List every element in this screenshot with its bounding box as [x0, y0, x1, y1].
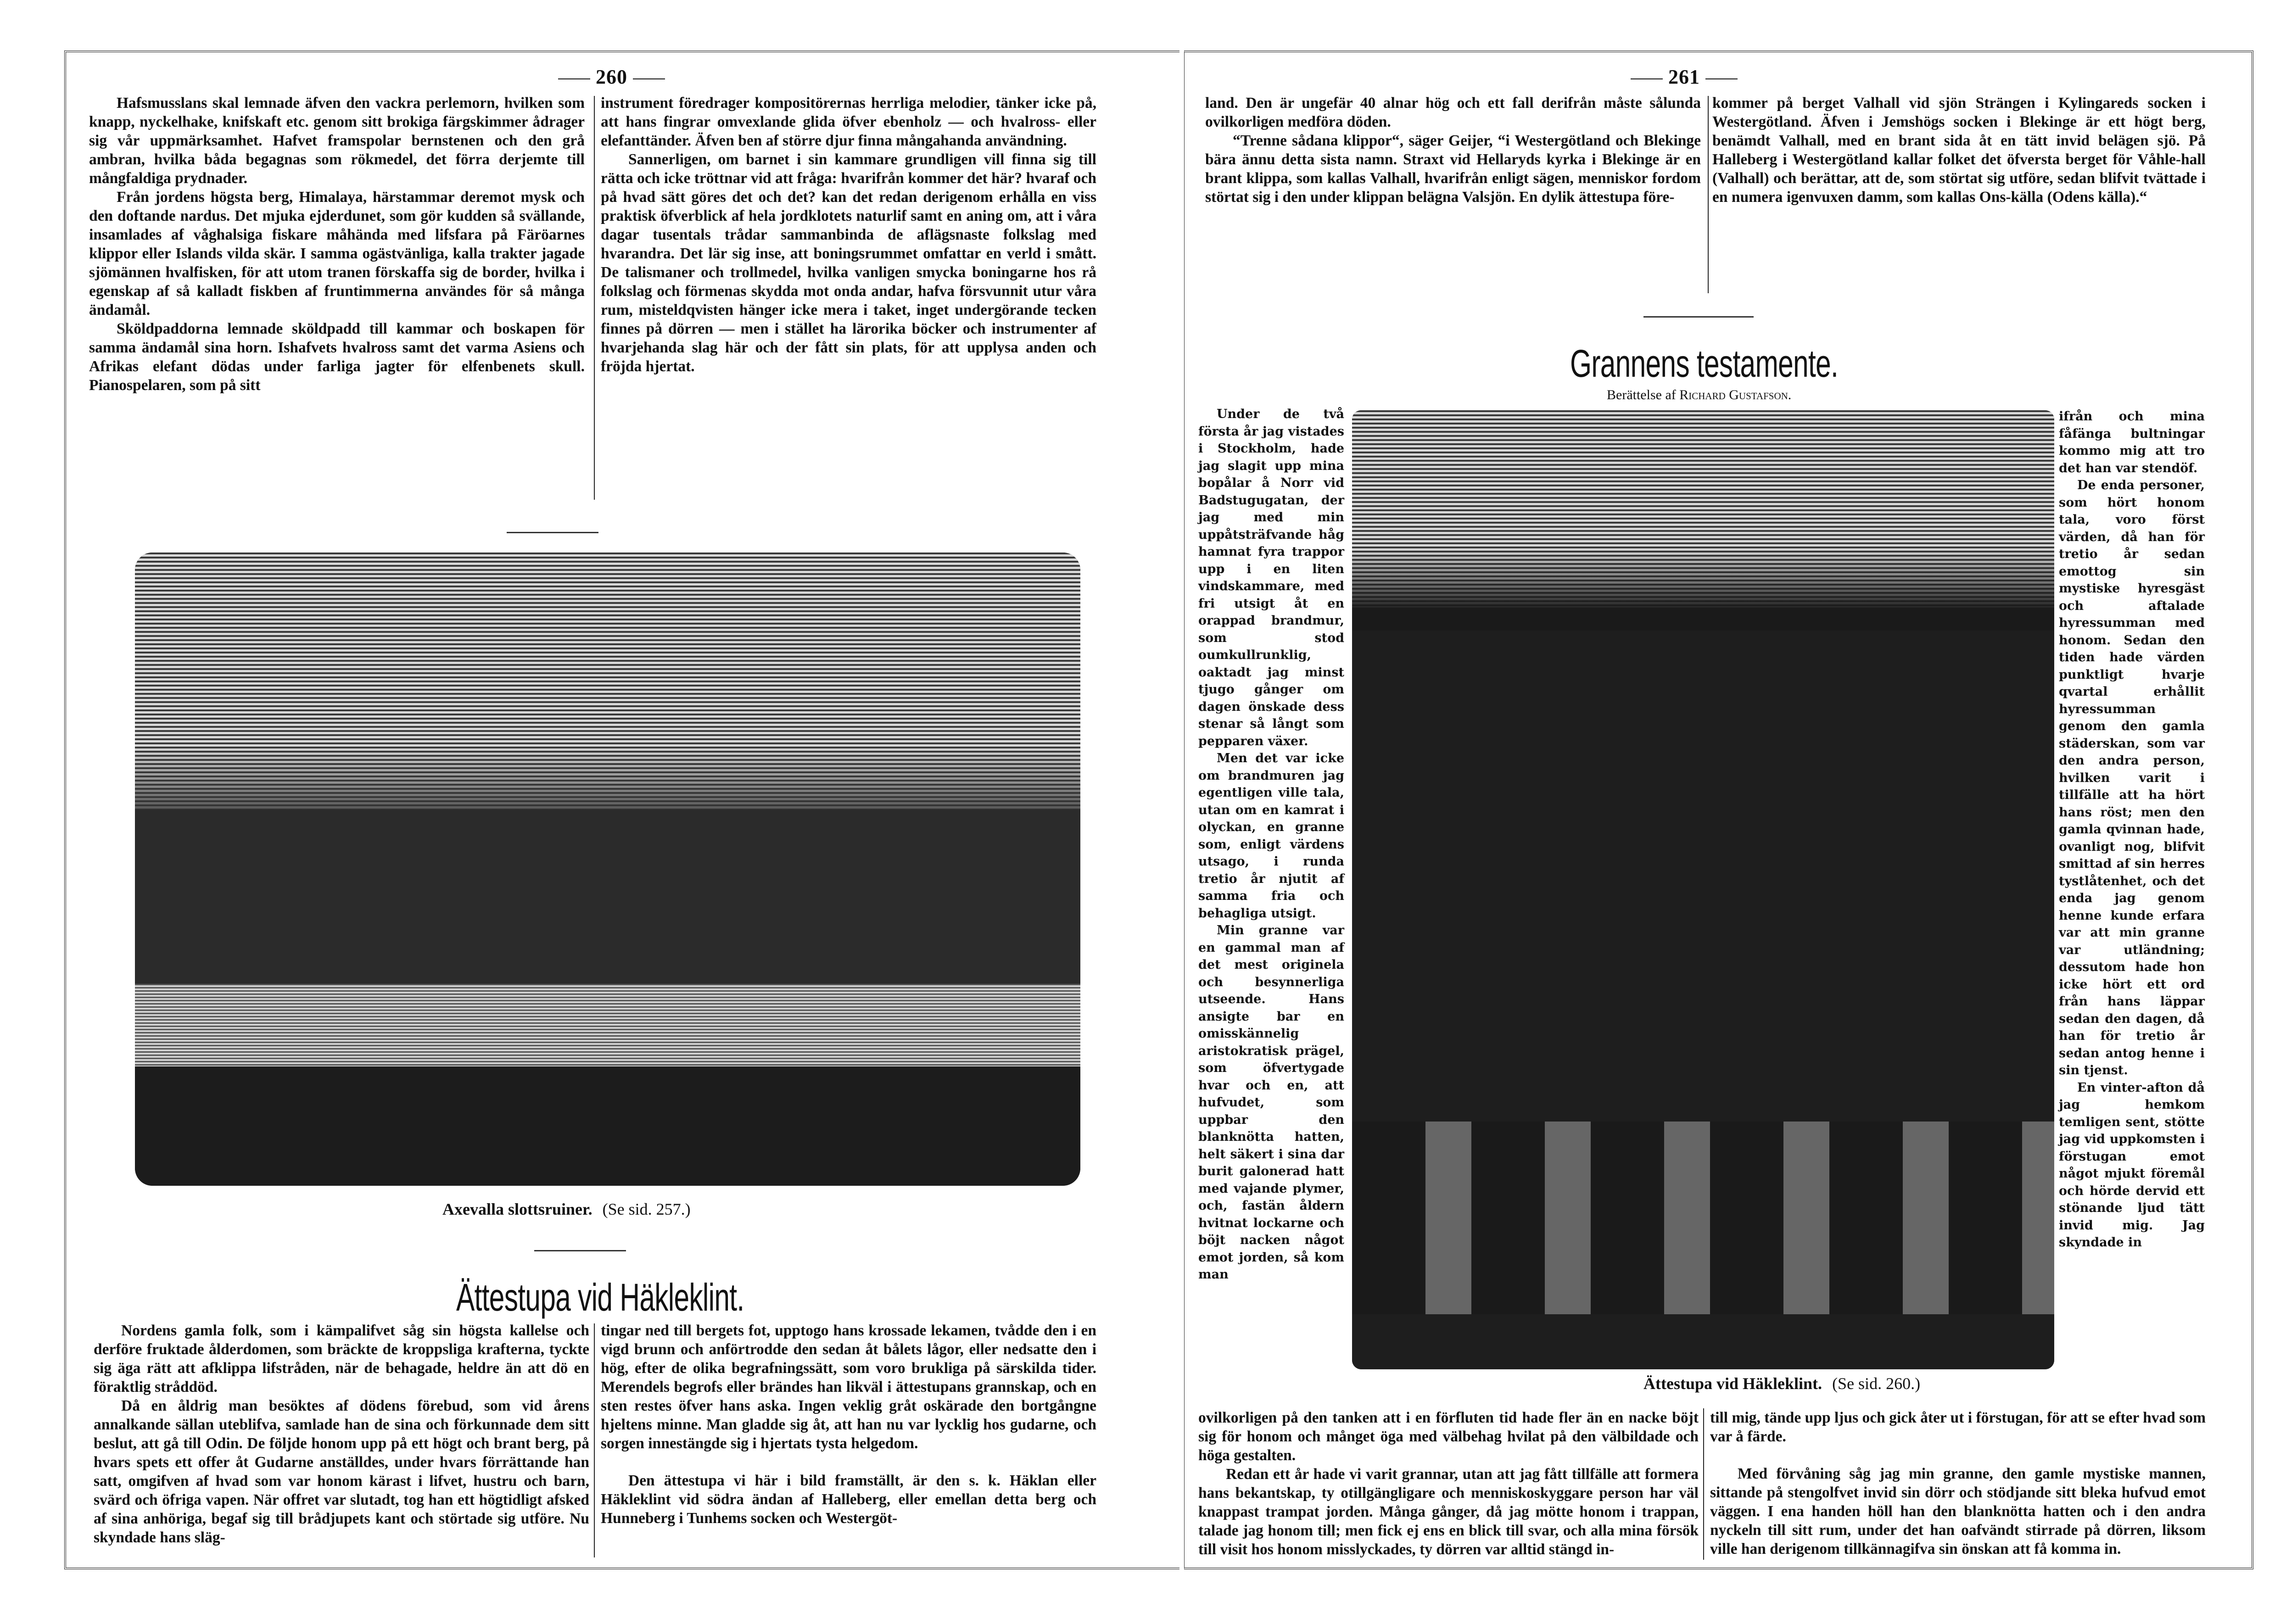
paragraph: Från jordens högsta berg, Himalaya, härstammar deremot mysk och den doftande nardus. Det mjuka ejderdunet, som gör kudden så svällande, insamlades af våghalsiga fiskare måhända med lifsfara på Färöarnes klippor eller Islands vilda skär. I samma ogästvänliga, kalla trakter jagade sjömännen hvalfisken, för att utom tranen förskaffa sig de border, hvilka i egenskap af så kalladt fiskben af fruntimmerna användes för så många ändamål.	[89, 189, 585, 318]
column-divider	[1703, 1408, 1704, 1560]
paragraph: ovilkorligen på den tanken att i en förfluten tid hade fler än en nacke böjt sig för honom och månget öga med välbehag hvilat på den välbildade och höga gestalten.	[1198, 1409, 1699, 1464]
paragraph: Nordens gamla folk, som i kämpalifvet såg sin högsta kallelse och derföre fruktade ålderdomen, som bräckte de kroppsliga krafterna, tyckte sig äga rätt att afklippa lifstråden, när de behagade, heldre än att dö en föraktlig stråddöd.	[94, 1322, 589, 1395]
bottom-column-2	[601, 1321, 1096, 1528]
castle-ruin-engraving	[135, 552, 1080, 1186]
top-column-1	[1205, 94, 1701, 206]
paragraph: Med förvåning såg jag min granne, den gamle mystiske mannen, sittande på stengolfvet invid sin dörr och stödjande sitt bleka hufvud emot väggen. I ena handen höll han den blanknötta hatten och i den andra nyckeln till sitt rum, under det han oafvändt stirrade på dörren, liksom ville han derigenom tillkännagifva sin önskan att få komma in.	[1710, 1465, 2206, 1557]
paragraph: Den ättestupa vi här i bild framställt, är den s. k. Häklan eller Häkleklint vid södra ändan af Halleberg, eller emellan detta berg och Hunneberg i Tunhems socken och Westergöt-	[601, 1472, 1096, 1527]
column-divider	[594, 1323, 595, 1557]
cliff-forest-engraving	[1352, 410, 2054, 1369]
bottom-column-1	[94, 1321, 589, 1547]
page-number: 261	[1625, 65, 1743, 89]
article-title: Ättestupa vid Häkleklint.	[456, 1276, 744, 1319]
section-divider	[507, 532, 598, 533]
narrow-column-left	[1198, 406, 1344, 1284]
column-divider	[594, 96, 595, 500]
bottom-column-1	[1198, 1408, 1699, 1559]
story-title: Grannens testamente.	[1570, 342, 1839, 385]
top-column-1	[89, 94, 585, 395]
column-divider	[1708, 96, 1709, 293]
illustration-caption: Ättestupa vid Häkleklint. (Se sid. 260.)	[1643, 1374, 1921, 1393]
paragraph: instrument föredrager kompositörernas herrliga melodier, tänker icke på, att hans fingrar omvexlande glida öfver ebenholz — och hvalross- eller elefanttänder. Äfven ben af större djur finna mångahanda användning.	[601, 95, 1096, 149]
section-divider	[1643, 316, 1754, 318]
page-261	[1184, 50, 2253, 1569]
paragraph: Men det var icke om brandmuren jag egentligen ville tala, utan om en kamrat i olyckan, en granne som, enligt värdens utsago, i runda tretio år njutit af samma fria och behagliga utsigt.	[1198, 751, 1344, 921]
paragraph: till mig, tände upp ljus och gick åter ut i förstugan, för att se efter hvad som var å färde.	[1710, 1409, 2206, 1445]
paragraph: “Trenne sådana klippor“, säger Geijer, “i Westergötland och Blekinge bära ännu detta sista namn. Straxt vid Hellaryds kyrka i Blekinge är en brant klippa, som kallas Valhall, hvarifrån enligt sägen, menniskor fordom störtat sig i den under klippan belägna Valsjön. En dylik ättestupa före-	[1205, 132, 1701, 206]
paragraph: Sköldpaddorna lemnade sköldpadd till kammar och boskapen för samma ändamål sina horn. Ishafvets hvalross samt det varma Asiens och Afrikas elefant dödas under farliga jagter för elfenbenets skull. Pianospelaren, som på sitt	[89, 320, 585, 394]
paragraph: De enda personer, som hört honom tala, voro först värden, då han för tretio år sedan emottog sin mystiske hyresgäst och aftalade hyressumman med honom. Sedan den tiden hade värden punktligt hvarje qvartal erhållit hyressumman genom den gamla städerskan, som var den andra person, hvilken varit i tillfälle att ha hört hans röst; men den gamla qvinnan hade, ovanligt nog, blifvit smittad af sin herres tystlåtenhet, och det enda jag genom henne kunde erfara var att min granne var utländning; dessutom hade hon icke hört ett ord från hans läppar sedan den dagen, då han för tretio år sedan antog henne i sin tjenst.	[2059, 478, 2205, 1077]
top-column-2	[1712, 94, 2206, 206]
byline: Berättelse af Richard Gustafson.	[1607, 387, 1792, 402]
paragraph: Sannerligen, om barnet i sin kammare grundligen vill finna sig till rätta och icke tröttnar vid att fråga: hvarifrån kommer det här? hvaraf och på hvad sätt göres det och det? kan det redan derigenom erhålla en viss praktisk öfverblick af hela jordklotets naturlif samt en aning om, att i våra dagar tusentals trådar sammanbinda de aflägsnaste folkslag med hvarandra. Det lär sig inse, att boningsrummet omfattar en verld i smått. De talismaner och trollmedel, hvilka vanligen smycka boningarne hos rå folkslag och förmenas skydda mot onda andar, hafva försvunnit utur våra rum, misteldqvisten hänger icke mera i taket, inget undergörande tecken finnes på dörren — men i stället ha lärorika böcker och instrumenter af hvarjehanda slag här och der fått sin plats, för att upplysa anden och fröjda hjertat.	[601, 151, 1096, 375]
paragraph: kommer på berget Valhall vid sjön Strängen i Kylingareds socken i Westergötland. Äfven i Jemshögs socken i Blekinge är ett högt berg, benämdt Valhall, med en brant sida åt en tätt invid belägen sjö. På Halleberg i Westergötland kallar folket det öfversta berget för Våhle-hall (Valhall) och berättar, att de, som störtat sig utföre, sedan blifvit tvättade i en numera igenvuxen damm, som kallas Ons-källa (Odens källa).“	[1712, 95, 2206, 206]
paragraph: tingar ned till bergets fot, upptogo hans krossade lekamen, tvådde den i en vigd brunn och anförtrodde den sedan åt bålets lågor, eller nedsatte den i hög, efter de olika begrafningssätt, som voro brukliga på särskilda tider. Merendels begrofs eller brändes han likväl i ättestupans grannskap, och en sten restes öfver hans aska. Ingen veklig gråt oskärade den bortgångne hjeltens minne. Man gladde sig åt, att han nu var lycklig hos gudarne, och sorgen innestängde sig i hjertats tysta helgedom.	[601, 1322, 1096, 1452]
paragraph: Under de två första år jag vistades i Stockholm, hade jag slagit upp mina bopålar å Norr vid Badstugugatan, der jag med min uppåtsträfvande håg hamnat fyra trappor upp i en liten vindskammare, med fri utsigt åt en orappad brandmur, som stod oumkullrunklig, oaktadt jag minst tjugo gånger om dagen önskade dess stenar så långt som pepparen växer.	[1198, 407, 1344, 748]
paragraph: Redan ett år hade vi varit grannar, utan att jag fått tillfälle att formera hans bekantskap, ty otillgängligare och menniskoskyggare person har väl knappast trampat jorden. Många gånger, då jag mötte honom i trappan, talade jag honom till; men fick ej ens en blick till svar, och alla mina försök till visit hos honom misslyckades, ty dörren var alltid stängd in-	[1198, 1466, 1699, 1558]
paragraph: land. Den är ungefär 40 alnar hög och ett fall derifrån måste sålunda ovilkorligen medföra döden.	[1205, 95, 1701, 130]
paragraph: En vinter-afton då jag hemkom temligen sent, stötte jag vid uppkomsten i förstugan emot något mjukt föremål och hörde dervid ett stönande ljud tätt invid mig. Jag skyndade in	[2059, 1080, 2205, 1250]
paragraph: Min granne var en gammal man af det mest originela och besynnerliga utseende. Hans ansigte bar en omisskännelig aristokratisk prägel, som öfvertygade hvar och en, att hufvudet, som uppbar den blanknötta hatten, helt säkert i sina dar burit galonerad hatt med vajande plymer, och, fastän åldern hvitnat lockarne och böjt nacken något emot jorden, så kom man	[1198, 923, 1344, 1282]
paragraph: Hafsmusslans skal lemnade äfven den vackra perlemorn, hvilken som knapp, nyckelhake, knifskaft etc. genom sitt brokiga färgskimmer ådrager sig vår uppmärksamhet. Hafvet framspolar bernstenen och den grå ambran, hvilka båda begagnas som rökmedel, det förra derjemte till mångfaldiga prydnader.	[89, 95, 585, 187]
page-number: 260	[553, 65, 671, 89]
page-260	[64, 50, 1179, 1569]
section-divider	[534, 1250, 626, 1251]
narrow-column-right	[2059, 408, 2205, 1251]
top-column-2	[601, 94, 1096, 376]
illustration-caption: Axevalla slottsruiner. (Se sid. 257.)	[442, 1200, 691, 1218]
paragraph: ifrån och mina fåfänga bultningar kommo mig att tro det han var stendöf.	[2059, 409, 2205, 475]
paragraph: Då en åldrig man besöktes af dödens förebud, som vid årens annalkande sällan uteblifva, samlade han de sina och förkunnade dem sitt beslut, att gå till Odin. De följde honom upp på ett högt och brant berg, på hvars spets ett offer åt Gudarne anställdes, under hvars förrättande han satt, omgifven af hvad som var honom kärast i lifvet, hustru och barn, svärd och öfriga vapen. När offret var slutadt, tog han ett högtidligt afsked af sina anhöriga, begaf sig till brådjupets kant och störtade sig utföre. Nu skyndade hans släg-	[94, 1397, 589, 1546]
bottom-column-2	[1710, 1408, 2206, 1558]
